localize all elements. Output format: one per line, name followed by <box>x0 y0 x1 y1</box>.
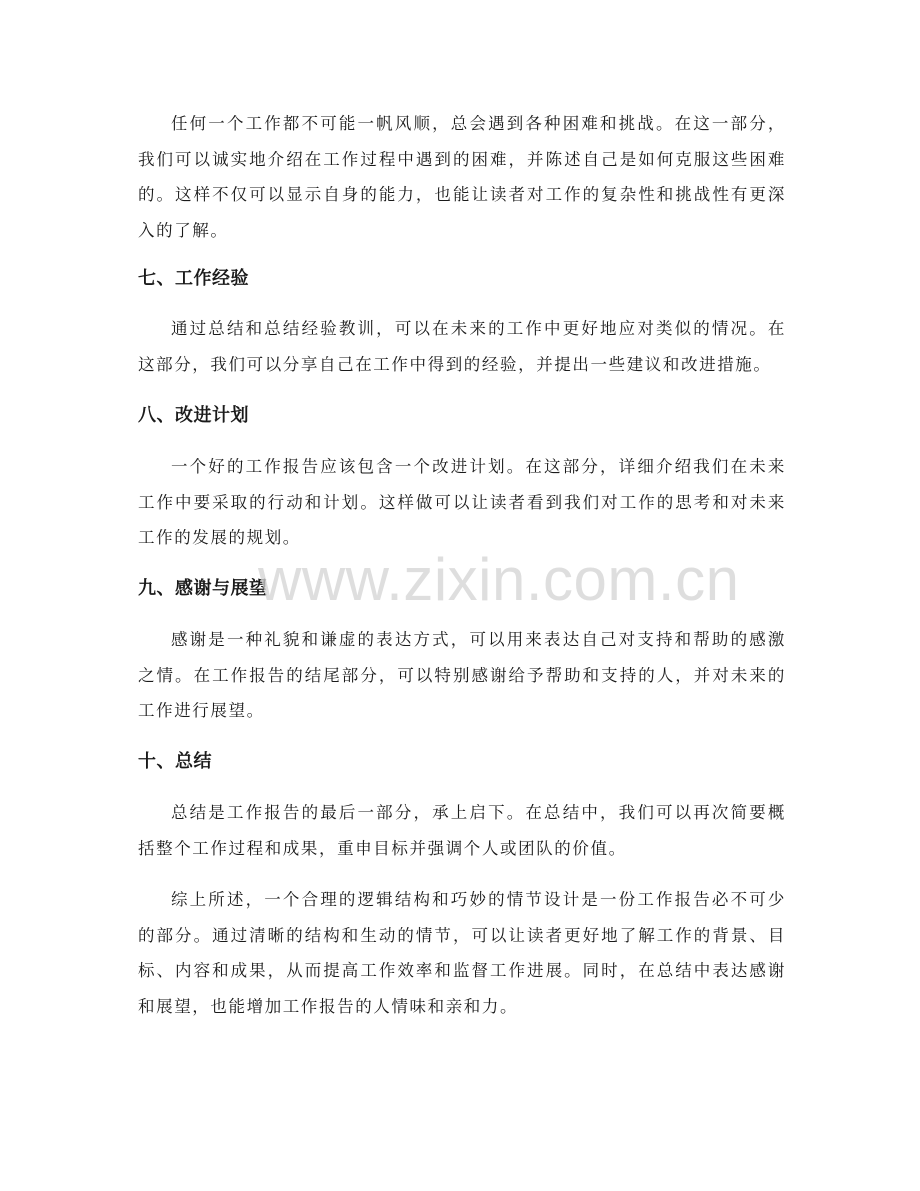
paragraph-improvement-plan: 一个好的工作报告应该包含一个改进计划。在这部分，详细介绍我们在未来工作中要采取的行动和计划。这样做可以让读者看到我们对工作的思考和对未来工作的发展的规划。 <box>138 457 786 547</box>
paragraph-thanks-outlook: 感谢是一种礼貌和谦虚的表达方式，可以用来表达自己对支持和帮助的感激之情。在工作报告的结尾部分，可以特别感谢给予帮助和支持的人，并对未来的工作进行展望。 <box>138 630 786 720</box>
watermark-logo: www.zixin.com.cn <box>258 546 740 613</box>
heading-work-experience: 七、工作经验 <box>138 268 249 289</box>
paragraph-conclusion: 综上所述，一个合理的逻辑结构和巧妙的情节设计是一份工作报告必不可少的部分。通过清晰的结构和生动的情节，可以让读者更好地了解工作的背景、目标、内容和成果，从而提高工作效率和监督工作进展。同时，在总结中表达感谢和展望，也能增加工作报告的人情味和亲和力。 <box>138 890 786 1016</box>
paragraph-difficulties: 任何一个工作都不可能一帆风顺，总会遇到各种困难和挑战。在这一部分，我们可以诚实地介绍在工作过程中遇到的困难，并陈述自己是如何克服这些困难的。这样不仅可以显示自身的能力，也能让读者对工作的复杂性和挑战性有更深入的了解。 <box>138 114 786 240</box>
heading-summary: 十、总结 <box>138 751 212 772</box>
paragraph-work-experience: 通过总结和总结经验教训，可以在未来的工作中更好地应对类似的情况。在这部分，我们可以分享自己在工作中得到的经验，并提出一些建议和改进措施。 <box>138 319 786 374</box>
paragraph-summary: 总结是工作报告的最后一部分，承上启下。在总结中，我们可以再次简要概括整个工作过程和成果，重申目标并强调个人或团队的价值。 <box>138 803 786 858</box>
heading-thanks-outlook: 九、感谢与展望 <box>138 578 268 599</box>
heading-improvement-plan: 八、改进计划 <box>138 405 249 426</box>
